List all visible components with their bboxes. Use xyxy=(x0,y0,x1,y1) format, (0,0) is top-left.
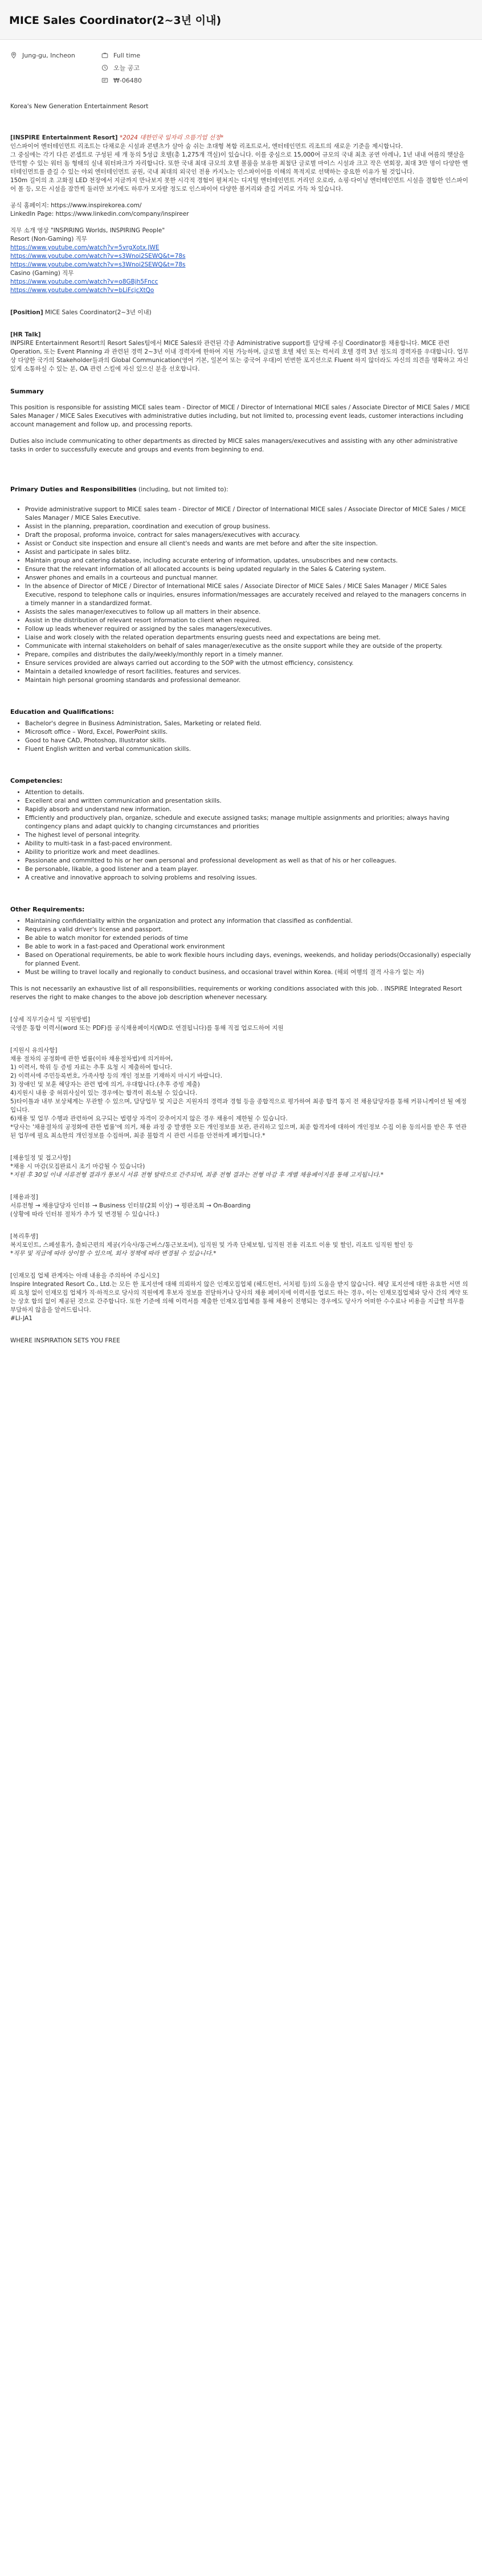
process-label: [채용과정] xyxy=(10,1194,38,1201)
deadline-label: [채용일정 및 접고사항] xyxy=(10,1155,71,1161)
job-meta xyxy=(0,40,482,87)
location-pin-icon xyxy=(10,52,17,59)
resort-video-label: Resort (Non-Gaming) 직무 xyxy=(10,236,87,243)
meta-location xyxy=(10,49,101,61)
closing-line: WHERE INSPIRATION SETS YOU FREE xyxy=(10,1337,120,1344)
resort-video-link-1[interactable]: https://www.youtube.com/watch?v=5vrgXotx.JWE xyxy=(10,244,160,251)
recruiter-notice-label: [인재모집 업체 관계자는 아래 내용을 주의하여 주십시오] xyxy=(10,1272,160,1279)
list-item: • Ensure that the relevant information of all allocated accounts is being updated regularly in the Sales & Catering system. xyxy=(25,565,472,574)
list-item: • Based on Operational requirements, be able to work flexible hours including days, evenings, weekends, and holiday periods(Occasionally) especially for planned Event. xyxy=(25,951,472,968)
duties-heading-suffix: (including, but not limited to): xyxy=(136,486,228,493)
intro-heading xyxy=(10,134,472,142)
casino-video-link-2[interactable]: https://www.youtube.com/watch?v=bLiFcjcXtQo xyxy=(10,287,154,294)
briefcase-icon xyxy=(101,52,108,59)
clock-icon xyxy=(101,64,108,71)
list-item: • Be able to work in a fast-paced and Operational work environment xyxy=(25,943,472,951)
list-item: • Draft the proposal, proforma invoice, contract for sales managers/executives with accuracy. xyxy=(25,531,472,540)
meta-posted xyxy=(101,61,193,74)
process-line-1: 서류전형 → 채용담당자 인터뷰 → Business 인터뷰(2회 이상) → 평판조회 → On-Boarding xyxy=(10,1202,251,1209)
salary-text: ₩-06480 xyxy=(113,76,142,84)
list-item: • Must be willing to travel locally and regionally to conduct business, and occasional travel within Korea. (해외 여행의 결격 사유가 없는 자) xyxy=(25,968,472,977)
list-item: • Fluent English written and verbal communication skills. xyxy=(25,745,472,754)
deadline-line-1: *채용 시 마감(모집완료시 조기 마감될 수 있습니다) xyxy=(10,1163,145,1170)
exhaustive-note: This is not necessarily an exhaustive list of all responsibilities, requirements or working conditions associated with this job. . INSPIRE Integrated Resort reserves the right to make changes to the above job description whenever necessary. xyxy=(10,985,462,1001)
list-item: • Ability to prioritize work and meet deadlines. xyxy=(25,848,472,857)
meta-right-column xyxy=(101,49,193,87)
welfare-line-1: 복지포인트, 스페셜휴가, 출퇴근편의 제공(기숙사/통근버스/통근보조비), 임직원 및 가족 단체보험, 임직원 전용 리조트 이용 및 할인, 리조트 임직원 할인 등 xyxy=(10,1242,414,1248)
list-item: • Attention to details. xyxy=(25,788,472,797)
list-item: • Efficiently and productively plan, organize, schedule and execute assigned tasks; manage multiple assignments and priorities; always having contingency plans and adapt quickly to changing circumstances and priorities xyxy=(25,814,472,831)
duties-heading xyxy=(10,485,472,494)
list-item: • Assist or Conduct site inspection and ensure all client's needs and wants are met before and after the site inspection. xyxy=(25,540,472,548)
resort-video-link-2[interactable]: https://www.youtube.com/watch?v=s3Wnoi2SEWQ&t=78s xyxy=(10,253,186,260)
video-intro: 직무 소개 영상 "INSPIRING Worlds, INSPIRING People" xyxy=(10,227,165,234)
duties-list xyxy=(10,506,472,685)
welfare-line-2: *직무 및 직급에 따라 상이할 수 있으며, 회사 정책에 따라 변경될 수 있습니다.* xyxy=(10,1250,217,1257)
notes-footer: *당사는 '채용절차의 공정화에 관한 법률'에 의거, 채용 과정 중 발생한 모든 개인정보를 보관, 관리하고 있으며, 최종 합격자에 대하여 개인정보 수집 이용 동의서를 받은 후 연관된 업무에 필요 최소한의 개인정보를 수집하며, 최종 불합격 시 관련 서류를 안전하게 폐기합니다.* xyxy=(10,1124,467,1139)
education-heading: Education and Qualifications: xyxy=(10,708,114,716)
tagline: Korea's New Generation Entertainment Resort xyxy=(10,103,149,110)
list-item: • Ensure services provided are always carried out according to the SOP with the utmost efficiency, consistency. xyxy=(25,659,472,668)
list-item: • Follow up leads whenever required or assigned by the sales managers/executives. xyxy=(25,625,472,634)
notes-line: 6)채용 및 업무 수행과 관련하여 요구되는 법령상 자격이 갖추어지지 않은 경우 채용이 제한될 수 있습니다. xyxy=(10,1115,288,1122)
list-item: • Good to have CAD, Photoshop, Illustrator skills. xyxy=(25,737,472,745)
intro-p3: 150m 길이의 초 고화질 LED 천장에서 지금까지 만나보지 못한 시각적 경험이 펼쳐지는 디지털 엔터테인먼트 거리인 오로라, 쇼핑·다이닝 엔터테인먼트 시설을 결합한 인스파이어 몰 등, 모든 시설을 잠깐씩 둘러만 보기에도 하루가 모자랄 정도로 인스파이어 다양한 볼거리와 즐길 거리로 가득 차 있습니다. xyxy=(10,177,468,192)
hr-talk-text: INPSIRE Entertainment Resort의 Resort Sales팀에서 MICE Sales와 관련된 각종 Administrative support를 담당해 주실 Coordinator를 채용합니다. MICE 관련 Operation, 또는 Event Planning 과 관련된 경력 2~3년 이내 경력자에 한하여 지원 가능하며, 글로벌 호텔 체인 또는 럭셔리 호텔 경력 3년 정도의 경력자를 우대합니다. 업무상 다양한 국가의 Stakeholder들과의 Global Communication(영어 기본, 일본어 또는 중국어 우대)이 빈번한 포지션으로 Fluent 하지 않더라도 자신의 의견을 명확하고 자신 있게 소통하실 수 있는 분, OA 관련 스킬에 자신 있으신 분을 선호합니다. xyxy=(10,340,469,372)
notes-line: 3) 장애인 및 보훈 해당자는 관련 법에 의거, 우대합니다.(추후 증빙 제출) xyxy=(10,1081,200,1088)
position-value: MICE Sales Coordinator(2~3년 이내) xyxy=(45,309,152,316)
list-item: • Be able to watch monitor for extended periods of time xyxy=(25,934,472,943)
list-item: • Assist and participate in sales blitz. xyxy=(25,548,472,557)
job-description xyxy=(0,87,482,1345)
list-item: • Maintain high personal grooming standards and professional demeanor. xyxy=(25,676,472,685)
list-item: • In the absence of Director of MICE / Director of International MICE sales / Associate Director of MICE Sales / MICE Sales Manager / MICE Sales Executive, respond to telephone calls or inquiries, ensures information/messages are accurately received and relayed to the managers concerns in a timely manner in a standardized format. xyxy=(25,582,472,608)
position-line xyxy=(10,309,472,317)
list-item: • Requires a valid driver's license and passport. xyxy=(25,926,472,934)
competencies-list xyxy=(10,788,472,882)
meta-employment-type xyxy=(101,49,193,61)
other-requirements-list xyxy=(10,917,472,977)
education-list xyxy=(10,720,472,754)
posted-text: 오늘 공고 xyxy=(113,64,140,72)
list-item: • Be personable, likable, a good listener and a team player. xyxy=(25,865,472,874)
location-text: Jung-gu, Incheon xyxy=(22,51,75,59)
list-item: • Communicate with internal stakeholders on behalf of sales manager/executive as the onsite support while they are outside of the property. xyxy=(25,642,472,651)
list-item: • A creative and innovative approach to solving problems and resolving issues. xyxy=(25,874,472,882)
resort-video-link-3[interactable]: https://www.youtube.com/watch?v=s3Wnoi2SEWQ&t=78s xyxy=(10,261,186,268)
other-requirements-heading: Other Requirements: xyxy=(10,906,85,913)
casino-video-link-1[interactable]: https://www.youtube.com/watch?v=o8GBjh5Fncc xyxy=(10,278,158,285)
apply-docs-label: [상세 직무기술서 및 지원방법] xyxy=(10,1016,90,1023)
homepage-line: 공식 홈페이지: https://www.inspirekorea.com/ xyxy=(10,202,142,209)
notes-line: 1) 이력서, 학위 등 증빙 자료는 추후 요청 시 제출하여 합니다. xyxy=(10,1064,173,1071)
duties-heading-bold: Primary Duties and Responsibilities xyxy=(10,486,137,493)
intro-head-bold: [INSPIRE Entertainment Resort] xyxy=(10,134,118,141)
list-item: • Excellent oral and written communication and presentation skills. xyxy=(25,797,472,806)
intro-p2: 그 중심에는 각기 다른 콘셉트로 구성된 세 개 동의 5성급 호텔(총 1,275개 객실)이 있습니다. 이를 중심으로 15,000여 규모의 국내 최초 공연 아레나, 1년 내내 여름의 햇살을 만끽할 수 있는 워터 돔 형태의 실내 워터파크가 자리합니다. 또한 국내 최대 규모의 호텔 볼룸을 보유한 최첨단 글로벌 마이스 시설과 크고 작은 연회장, 최대 3만 명이 다양한 엔터테인먼트를 즐길 수 있는 야외 엔터테인먼트 공원, 국내 최대의 외국인 전용 카지노는 인스파이어를 이해의 목적지로 선택하는 중요한 이유가 될 것입니다. xyxy=(10,151,468,175)
hr-talk-label: [HR Talk] xyxy=(10,331,41,338)
id-tag-icon xyxy=(101,77,108,84)
list-item: • Microsoft office – Word, Excel, PowerPoint skills. xyxy=(25,728,472,737)
list-item: • Rapidly absorb and understand new information. xyxy=(25,806,472,814)
list-item: • The highest level of personal integrity. xyxy=(25,831,472,840)
employment-type-text: Full time xyxy=(113,51,141,59)
intro-p1: 인스파이어 엔터테인먼트 리조트는 다채로운 시설과 콘텐츠가 살아 숨 쉬는 초대형 복합 리조트로서, 엔터테인먼트 리조트의 새로운 기준을 제시합니다. xyxy=(10,143,403,150)
notes-label: [지원시 유의사항] xyxy=(10,1047,58,1054)
linkedin-line: LinkedIn Page: https://www.linkedin.com/company/inspireer xyxy=(10,211,189,217)
list-item: • Assist in the distribution of relevant resort information to client when required. xyxy=(25,617,472,625)
list-item: • Answer phones and emails in a courteous and punctual manner. xyxy=(25,574,472,582)
summary-p1: This position is responsible for assisting MICE sales team - Director of MICE / Director of International MICE sales / Associate Director of MICE Sales / MICE Sales Manager / MICE Sales Executives with administrative duties including, but not limited to, processing event leads, customer interactions including account management and follow up, and processing reports. xyxy=(10,404,470,428)
apply-docs-text: 국영문 통합 이력서(word 또는 PDF)를 공식채용페이지(WD로 연결됩니다)를 통해 직접 업로드하여 지원 xyxy=(10,1025,284,1032)
meta-left-column xyxy=(10,49,101,87)
casino-video-label: Casino (Gaming) 직무 xyxy=(10,270,74,277)
notes-line: 채용 절차의 공정화에 관한 법률(이하 채용절차법)에 의거하여, xyxy=(10,1055,173,1062)
list-item: • Assist in the planning, preparation, coordination and execution of group business. xyxy=(25,523,472,531)
list-item: • Ability to multi-task in a fast-paced environment. xyxy=(25,840,472,848)
notes-line: 5)타이틀과 내부 보상체계는 무관할 수 있으며, 담당업무 및 지급은 지원자의 경력과 경험 등을 종합적으로 평가하여 최종 합격 통지 전 채용담당자를 통해 커뮤니케이션 될 예정입니다. xyxy=(10,1098,467,1114)
job-header xyxy=(0,0,482,40)
list-item: • Provide administrative support to MICE sales team - Director of MICE / Director of International MICE sales / Associate Director of MICE Sales / MICE Sales Manager / MICE Sales Executive. xyxy=(25,506,472,523)
list-item: • Maintain a detailed knowledge of resort facilities, features and services. xyxy=(25,668,472,676)
list-item: • Prepare, compiles and distributes the daily/weekly/monthly report in a timely manner. xyxy=(25,651,472,659)
list-item: • Passionate and committed to his or her own personal and professional development as well as that of his or her colleagues. xyxy=(25,857,472,865)
process-line-2: (상황에 따라 인터뷰 절차가 추가 및 변경될 수 있습니다.) xyxy=(10,1211,160,1218)
tag-line: #LI-JA1 xyxy=(10,1315,32,1322)
list-item: • Bachelor's degree in Business Administration, Sales, Marketing or related field. xyxy=(25,720,472,728)
competencies-heading: Competencies: xyxy=(10,777,63,784)
list-item: • Assists the sales manager/executives to follow up all matters in their absence. xyxy=(25,608,472,617)
recruiter-notice-text: Inspire Integrated Resort Co., Ltd.는 모든 한 포지션에 대해 의뢰하지 않은 인재모집업체 (헤드헌터, 서치펌 등)의 도움을 받지 않습니다. 해당 포지션에 대한 유효한 서면 의뢰 요청 없이 인재모집 업체가 직·하적으로 당사의 직원에게 후보자 정보를 전달하거나 당사의 채용 페이지에 이력서를 업로드 하는 경우, 이는 인재모집업체와 당사 간의 계약 또는 상호 합의 없이 제공된 것으로 간주합니다. 또한 기준에 의해 이력서를 제출한 인재모집업체를 통해 채용이 진행되는 경우에도 당사가 어떠한 수수료나 비용을 지급할 의무를 부담하지 않음을 알려드립니다. xyxy=(10,1281,468,1313)
welfare-label: [복리후생] xyxy=(10,1233,38,1240)
list-item: • Liaise and work closely with the related operation departments ensuring guests need and expectations are being met. xyxy=(25,634,472,642)
intro-head-award: *2024 대한민국 일자리 으뜸기업 선정* xyxy=(119,134,224,141)
deadline-line-2: *지원 후 30일 이내 서류전형 결과가 통보시 서류 전형 탈락으로 간주되며, 최종 전형 결과는 전형 마감 후 개별 채용페이지를 통해 고지됩니다.* xyxy=(10,1172,384,1178)
summary-heading: Summary xyxy=(10,388,44,395)
notes-line: 2) 이력서에 주민등록번호, 가족사항 등의 개인 정보를 기재하지 마시기 바랍니다. xyxy=(10,1073,223,1079)
summary-p2: Duties also include communicating to other departments as directed by MICE sales managers/executives and assisting with any other administrative tasks in order to successfully execute and groups and events from beginning to end. xyxy=(10,438,458,453)
list-item: • Maintaining confidentiality within the organization and protect any information that classified as confidential. xyxy=(25,917,472,926)
meta-salary xyxy=(101,74,193,87)
position-label: [Position] xyxy=(10,309,43,316)
notes-line: 4)지원시 내용 중 허위사실이 있는 경우에는 합격이 취소될 수 있습니다. xyxy=(10,1090,198,1096)
job-title: MICE Sales Coordinator(2~3년 이내) xyxy=(9,14,222,27)
list-item: • Maintain group and catering database, including accurate entering of information, updates, unsubscribes and new contacts. xyxy=(25,557,472,565)
